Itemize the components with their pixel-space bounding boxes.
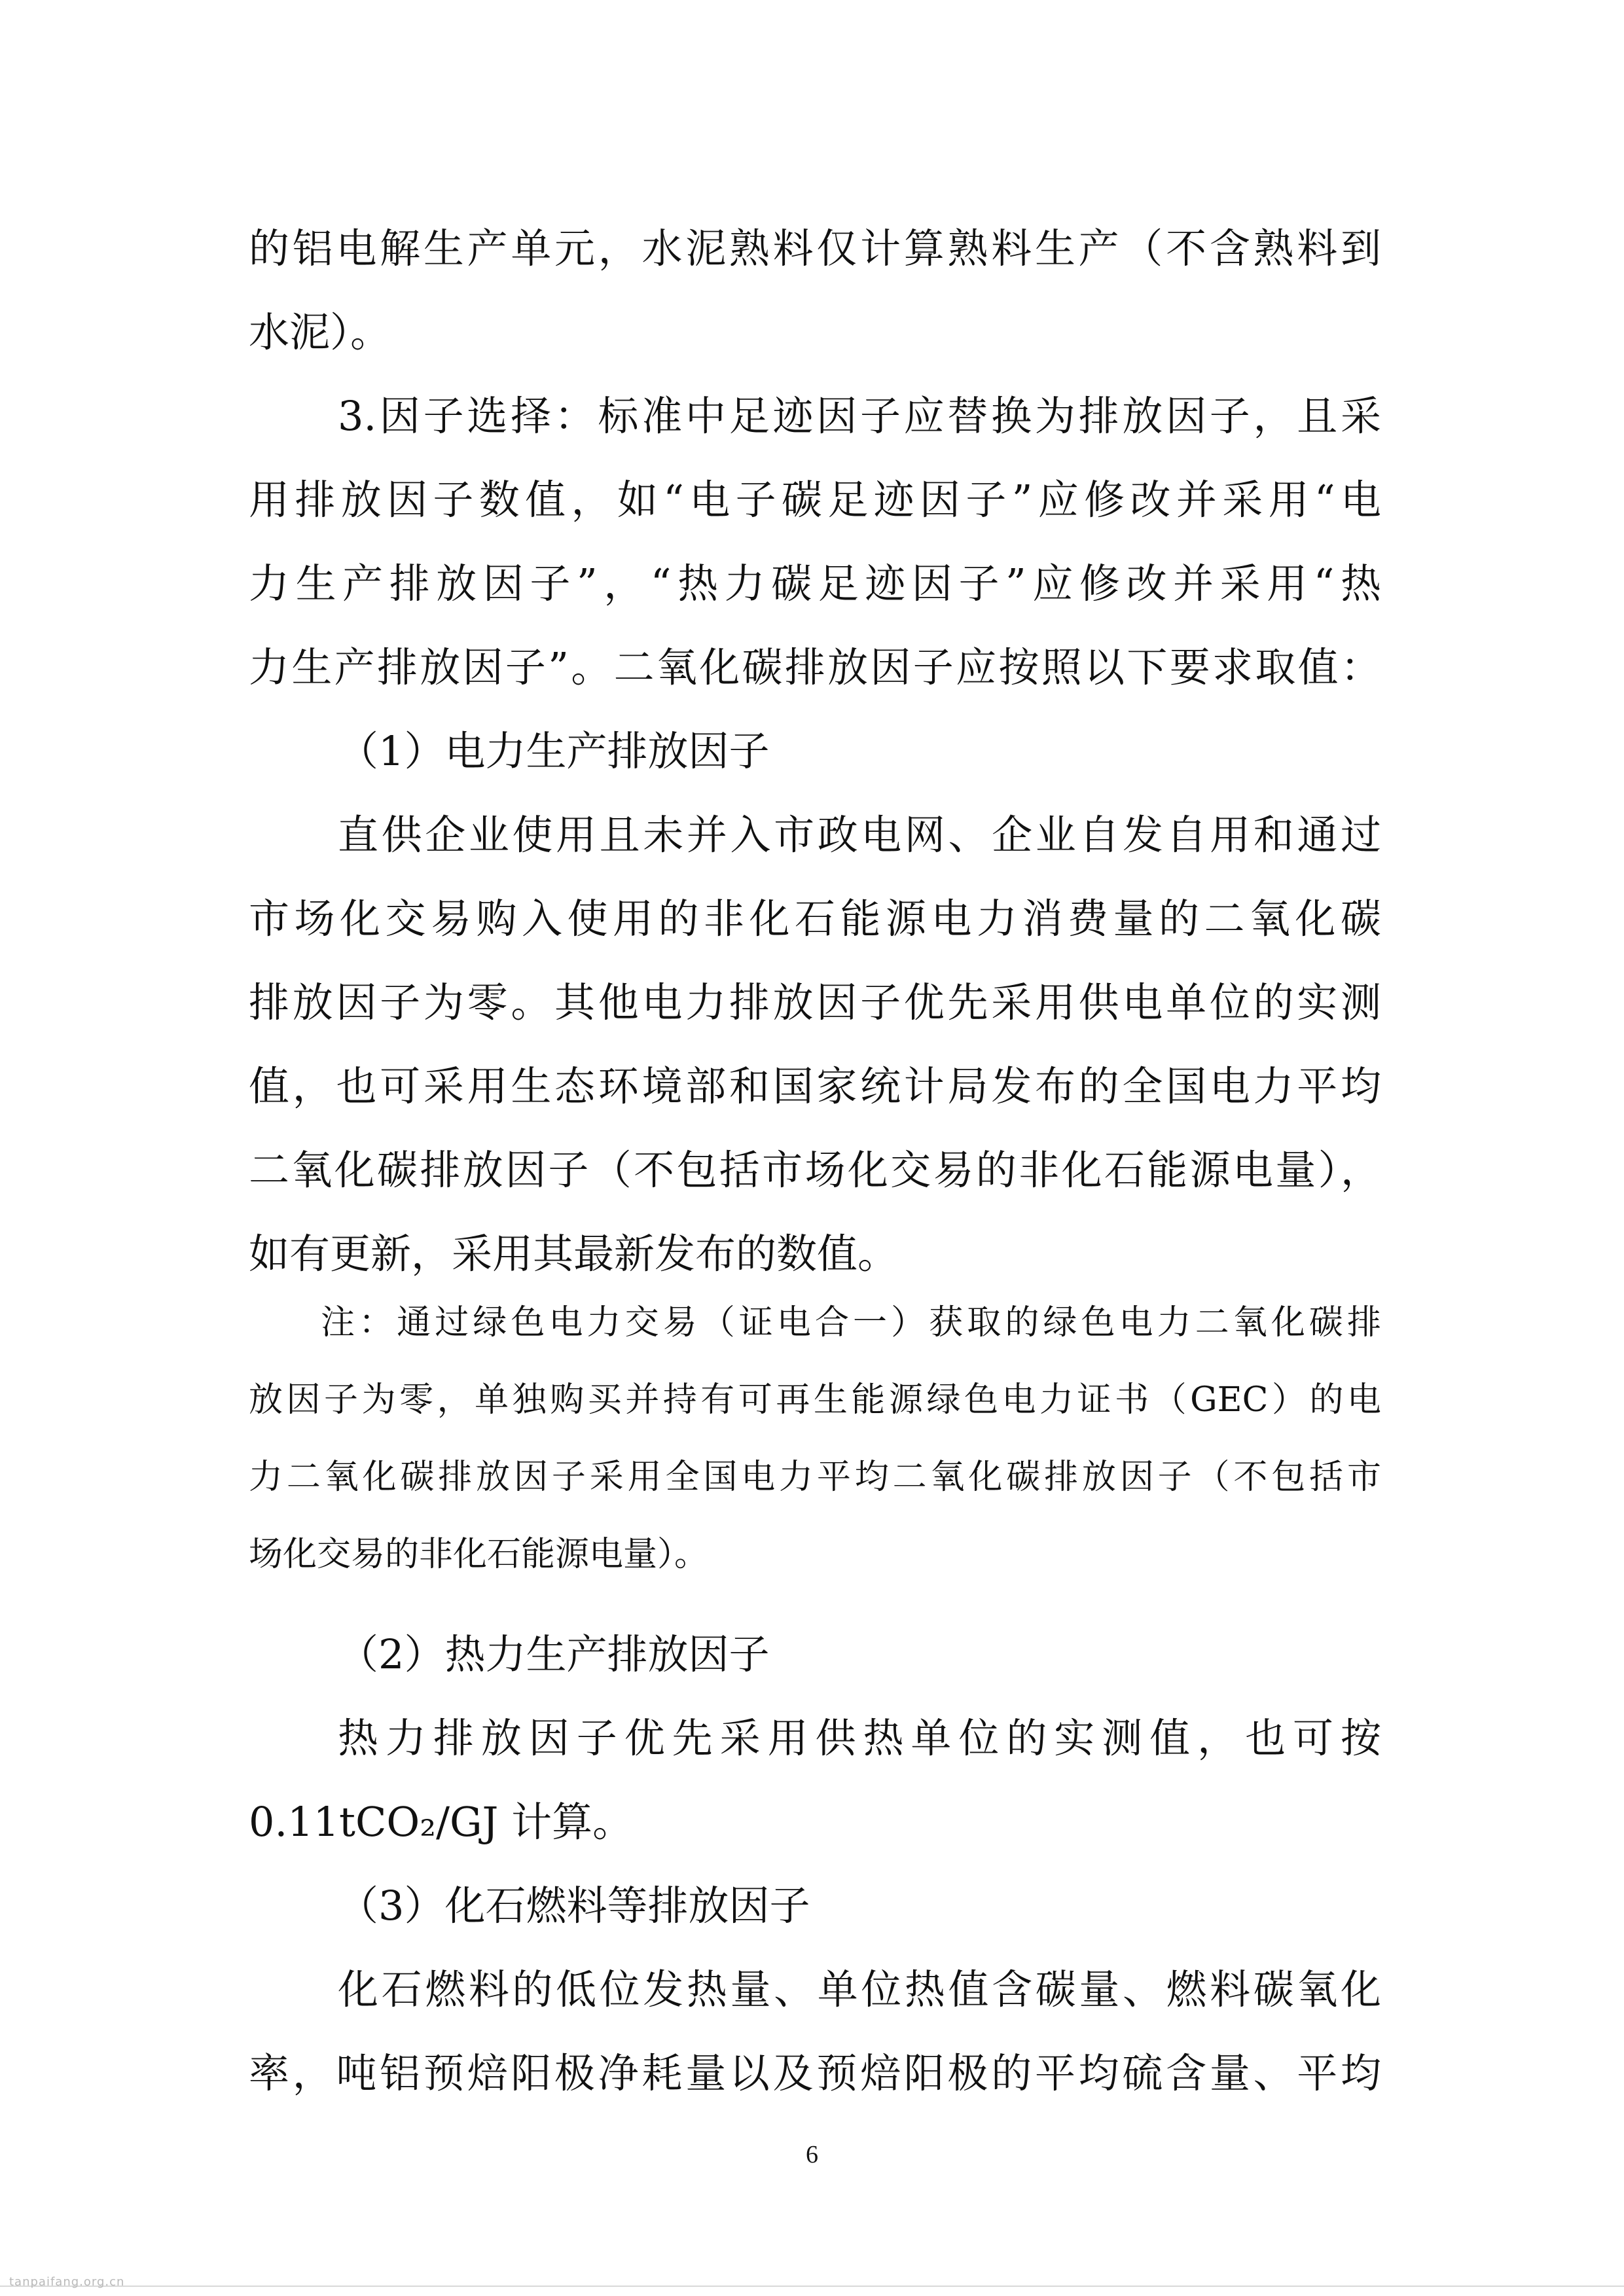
body-line: 直供企业使用且未并入市政电网、企业自发自用和通过 <box>338 811 1381 859</box>
body-line: 力生产排放因子”。二氧化碳排放因子应按照以下要求取值： <box>249 643 1381 691</box>
body-line: 0.11tCO₂/GJ 计算。 <box>249 1798 634 1846</box>
body-line: 水泥）。 <box>249 308 391 356</box>
body-line: 值，也可采用生态环境部和国家统计局发布的全国电力平均 <box>249 1062 1381 1110</box>
body-line: 热力排放因子优先采用供热单位的实测值，也可按 <box>338 1714 1381 1762</box>
body-line: 用排放因子数值，如“电子碳足迹因子”应修改并采用“电 <box>249 476 1381 524</box>
body-line: 二氧化碳排放因子（不包括市场化交易的非化石能源电量）， <box>249 1146 1381 1194</box>
note-line: 场化交易的非化石能源电量）。 <box>249 1535 709 1574</box>
body-line: 如有更新，采用其最新发布的数值。 <box>249 1230 899 1278</box>
section-heading-electricity: （1）电力生产排放因子 <box>338 727 770 775</box>
watermark-text: tanpaifang.org.cn <box>9 2275 125 2289</box>
body-line: 化石燃料的低位发热量、单位热值含碳量、燃料碳氧化 <box>338 1965 1381 2013</box>
note-line: 注：通过绿色电力交易（证电合一）获取的绿色电力二氧化碳排 <box>321 1303 1381 1342</box>
body-line: 的铝电解生产单元，水泥熟料仅计算熟料生产（不含熟料到 <box>249 224 1381 272</box>
page-number: 6 <box>806 2141 818 2168</box>
footer-divider <box>0 2286 1624 2287</box>
body-line: 力生产排放因子”，“热力碳足迹因子”应修改并采用“热 <box>249 560 1381 607</box>
note-line: 放因子为零，单独购买并持有可再生能源绿色电力证书（GEC）的电 <box>249 1380 1381 1420</box>
note-line: 力二氧化碳排放因子采用全国电力平均二氧化碳排放因子（不包括市 <box>249 1458 1381 1497</box>
body-line: 率，吨铝预焙阳极净耗量以及预焙阳极的平均硫含量、平均 <box>249 2049 1381 2097</box>
body-line: 3.因子选择：标准中足迹因子应替换为排放因子，且采 <box>338 392 1381 440</box>
body-line: 排放因子为零。其他电力排放因子优先采用供电单位的实测 <box>249 978 1381 1026</box>
section-heading-heat: （2）热力生产排放因子 <box>338 1630 770 1678</box>
section-heading-fossil: （3）化石燃料等排放因子 <box>338 1882 810 1929</box>
body-line: 市场化交易购入使用的非化石能源电力消费量的二氧化碳 <box>249 895 1381 942</box>
